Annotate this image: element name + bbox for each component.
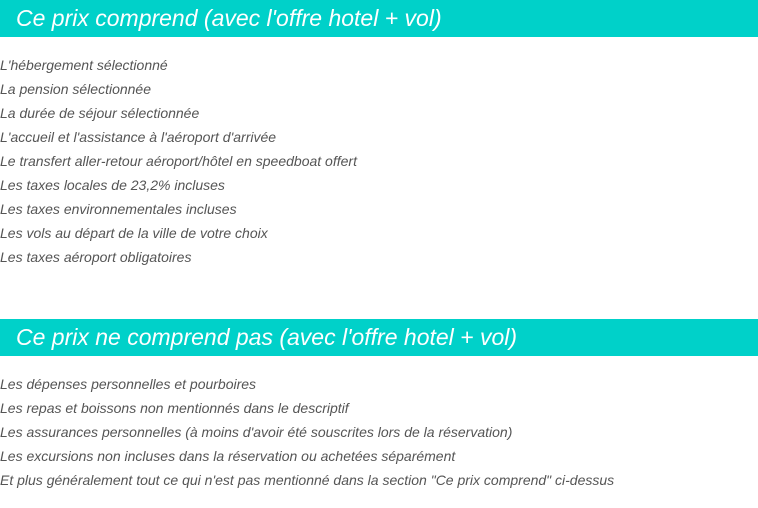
list-item: Les taxes locales de 23,2% incluses bbox=[0, 177, 225, 193]
list-item: Le transfert aller-retour aéroport/hôtel en speedboat offert bbox=[0, 153, 357, 169]
included-list bbox=[0, 53, 357, 269]
list-item: L'accueil et l'assistance à l'aéroport d'arrivée bbox=[0, 129, 277, 145]
list-item: Les assurances personnelles (à moins d'avoir été souscrites lors de la réservation) bbox=[0, 424, 513, 440]
list-item: Les vols au départ de la ville de votre choix bbox=[0, 225, 268, 241]
list-item: Les excursions non incluses dans la réservation ou achetées séparément bbox=[0, 448, 456, 464]
list-item: Et plus généralement tout ce qui n'est pas mentionné dans la section "Ce prix comprend" ci-dessus bbox=[0, 472, 615, 488]
list-item: La pension sélectionnée bbox=[0, 81, 152, 97]
list-item: Les taxes aéroport obligatoires bbox=[0, 249, 192, 265]
list-item: Les dépenses personnelles et pourboires bbox=[0, 376, 257, 392]
included-section-title: Ce prix comprend (avec l'offre hotel + vol) bbox=[0, 0, 758, 37]
excluded-section-title: Ce prix ne comprend pas (avec l'offre hotel + vol) bbox=[0, 319, 758, 356]
list-item: La durée de séjour sélectionnée bbox=[0, 105, 200, 121]
list-item: L'hébergement sélectionné bbox=[0, 57, 168, 73]
list-item: Les repas et boissons non mentionnés dans le descriptif bbox=[0, 400, 349, 416]
excluded-list bbox=[0, 372, 614, 492]
list-item: Les taxes environnementales incluses bbox=[0, 201, 237, 217]
